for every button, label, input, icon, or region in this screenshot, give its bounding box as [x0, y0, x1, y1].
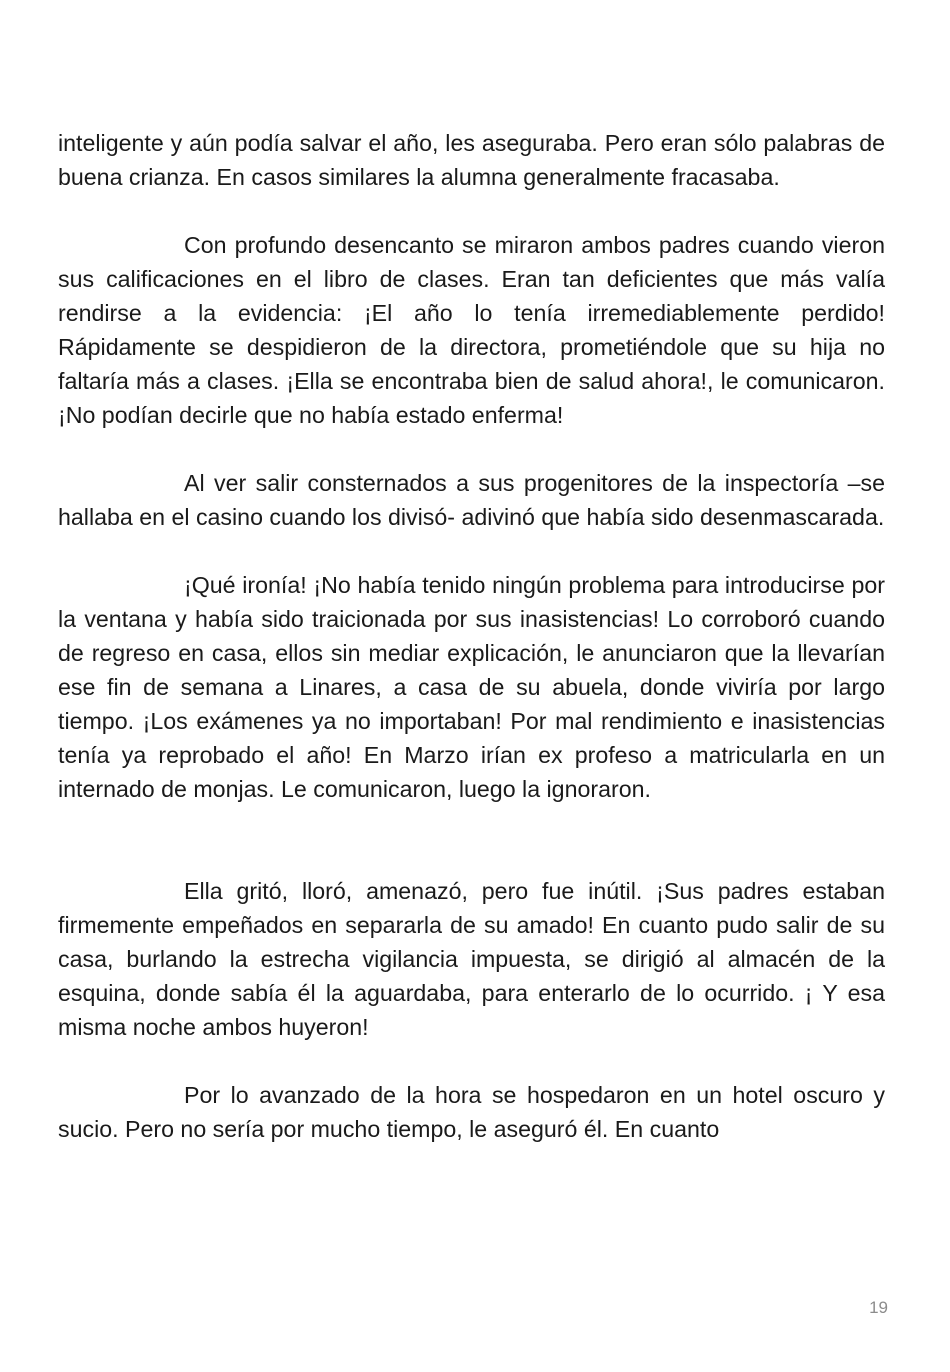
document-page: [58, 126, 885, 1146]
paragraph-2: Con profundo desencanto se miraron ambos padres cuando vieron sus calificaciones en el libro de clases. Eran tan deficientes que más valía rendirse a la evidencia: ¡El año lo tenía irremediablemente perdido! Rápidamente se despidieron de la directora, prometiéndole que su hija no faltaría más a clases. ¡Ella se encontraba bien de salud ahora!, le comunicaron. ¡No podían decirle que no había estado enferma!: [58, 232, 885, 428]
paragraph-5: Ella gritó, lloró, amenazó, pero fue inútil. ¡Sus padres estaban firmemente empeñados en separarla de su amado! En cuanto pudo salir de su casa, burlando la estrecha vigilancia impuesta, se dirigió al almacén de la esquina, donde sabía él la aguardaba, para enterarlo de lo ocurrido. ¡ Y esa misma noche ambos huyeron!: [58, 878, 885, 1040]
paragraph-4: ¡Qué ironía! ¡No había tenido ningún problema para introducirse por la ventana y había sido traicionada por sus inasistencias! Lo corroboró cuando de regreso en casa, ellos sin mediar explicación, le anunciaron que la llevarían ese fin de semana a Linares, a casa de su abuela, donde viviría por largo tiempo. ¡Los exámenes ya no importaban! Por mal rendimiento e inasistencias tenía ya reprobado el año! En Marzo irían ex profeso a matricularla en un internado de monjas. Le comunicaron, luego la ignoraron.: [58, 572, 885, 802]
paragraph-1: inteligente y aún podía salvar el año, les aseguraba. Pero eran sólo palabras de buena crianza. En casos similares la alumna generalmente fracasaba.: [58, 130, 885, 190]
paragraph-3: Al ver salir consternados a sus progenitores de la inspectoría –se hallaba en el casino cuando los divisó- adivinó que había sido desenmascarada.: [58, 470, 885, 530]
page-number: 19: [869, 1298, 888, 1317]
paragraph-6: Por lo avanzado de la hora se hospedaron en un hotel oscuro y sucio. Pero no sería por mucho tiempo, le aseguró él. En cuanto: [58, 1082, 885, 1142]
